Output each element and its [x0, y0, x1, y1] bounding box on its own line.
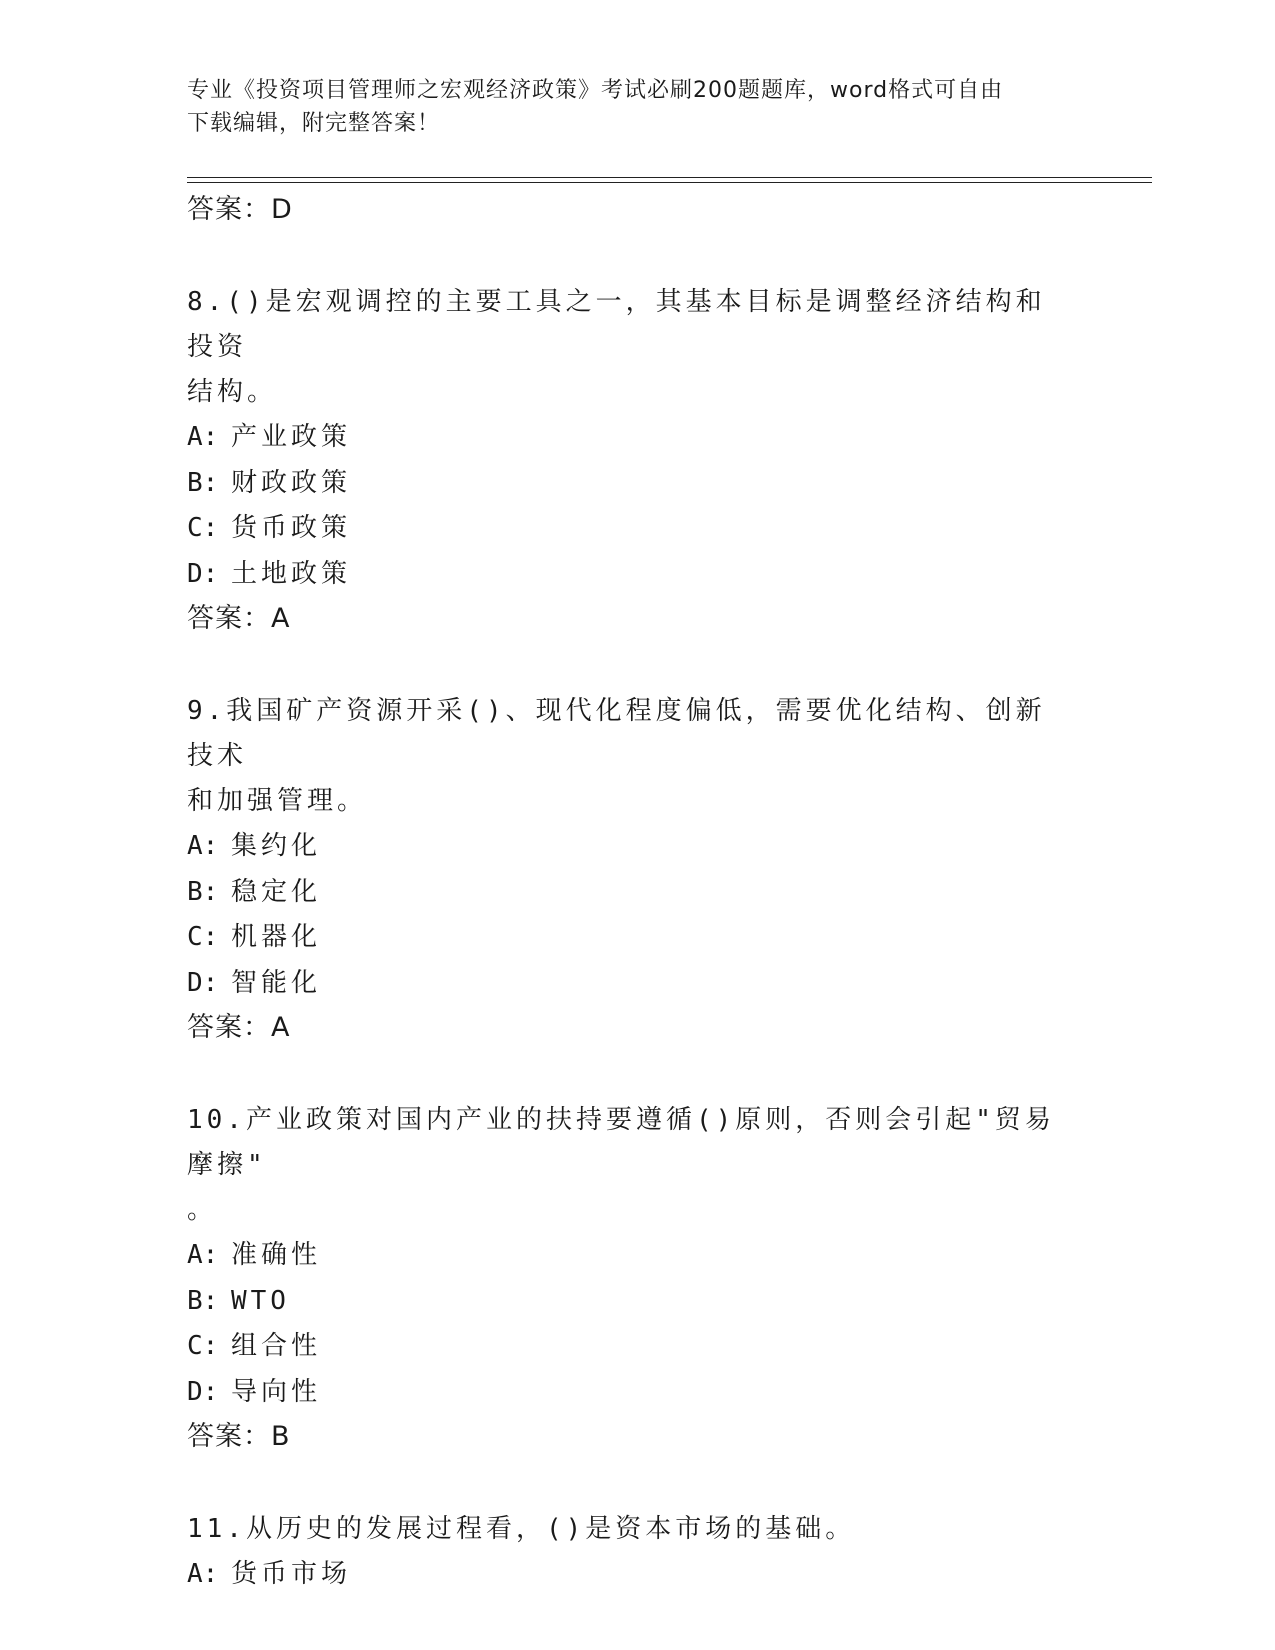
option-letter: B: — [187, 1285, 219, 1316]
option-text: 稳定化 — [231, 876, 322, 907]
option-letter: B: — [187, 876, 219, 907]
option-b — [187, 461, 1087, 507]
option-letter: A: — [187, 831, 219, 861]
option-letter: D: — [187, 558, 219, 589]
option-text: 财政政策 — [231, 467, 352, 498]
option-text: 产业政策 — [231, 422, 352, 452]
option-letter: C: — [187, 922, 219, 952]
option-b — [187, 870, 1087, 916]
option-b — [187, 1279, 1087, 1325]
option-letter: B: — [187, 467, 219, 498]
answer-line: 答案：B — [187, 1421, 291, 1452]
header-line-1: 专业《投资项目管理师之宏观经济政策》考试必刷200题题库，word格式可自由 — [187, 78, 1004, 103]
option-c — [187, 506, 1087, 552]
question-line: 11.从历史的发展过程看，()是资本市场的基础。 — [187, 1514, 856, 1544]
answer-line: 答案：A — [187, 1012, 291, 1043]
option-text: 货币政策 — [231, 513, 352, 543]
question-line: 9.我国矿产资源开采()、现代化程度偏低，需要优化结构、创新技术 — [187, 696, 1046, 771]
option-text: 货币市场 — [231, 1559, 352, 1589]
option-text: WTO — [231, 1285, 290, 1316]
header-line-2: 下载编辑，附完整答案！ — [187, 111, 441, 136]
question-line: 10.产业政策对国内产业的扶持要遵循()原则，否则会引起"贸易摩擦" — [187, 1105, 1055, 1180]
option-text: 组合性 — [231, 1331, 322, 1361]
option-a — [187, 415, 1087, 461]
option-text: 导向性 — [231, 1376, 322, 1407]
question-block — [187, 1507, 1087, 1598]
option-a — [187, 1233, 1087, 1279]
option-d — [187, 552, 1087, 598]
question-line: 结构。 — [187, 377, 278, 407]
question-text — [187, 689, 1067, 824]
question-line: 8.()是宏观调控的主要工具之一，其基本目标是调整经济结构和投资 — [187, 287, 1046, 362]
question-block — [187, 280, 1087, 641]
option-letter: A: — [187, 1559, 219, 1589]
option-letter: D: — [187, 967, 219, 998]
answer-line: 答案：A — [187, 603, 291, 634]
option-text: 机器化 — [231, 922, 322, 952]
option-text: 智能化 — [231, 967, 322, 998]
option-c — [187, 1324, 1087, 1370]
option-letter: C: — [187, 1331, 219, 1361]
option-letter: C: — [187, 513, 219, 543]
header-rule-bottom — [187, 182, 1152, 183]
question-line: 。 — [187, 1195, 218, 1225]
option-a — [187, 1552, 1087, 1598]
option-text: 集约化 — [231, 831, 322, 861]
option-d — [187, 961, 1087, 1007]
question-line: 和加强管理。 — [187, 786, 368, 816]
option-text: 准确性 — [231, 1240, 322, 1270]
question-block — [187, 689, 1087, 1050]
answer-line: 答案：D — [187, 194, 293, 225]
document-body — [187, 188, 1087, 1598]
option-letter: A: — [187, 422, 219, 452]
option-c — [187, 915, 1087, 961]
option-letter: D: — [187, 1376, 219, 1407]
option-text: 土地政策 — [231, 558, 352, 589]
question-block — [187, 1098, 1087, 1459]
document-header — [187, 74, 1067, 140]
option-a — [187, 824, 1087, 870]
option-letter: A: — [187, 1240, 219, 1270]
question-text — [187, 280, 1067, 415]
question-text — [187, 1098, 1067, 1233]
option-d — [187, 1370, 1087, 1416]
header-rule-top — [187, 177, 1152, 178]
question-text — [187, 1507, 1067, 1552]
